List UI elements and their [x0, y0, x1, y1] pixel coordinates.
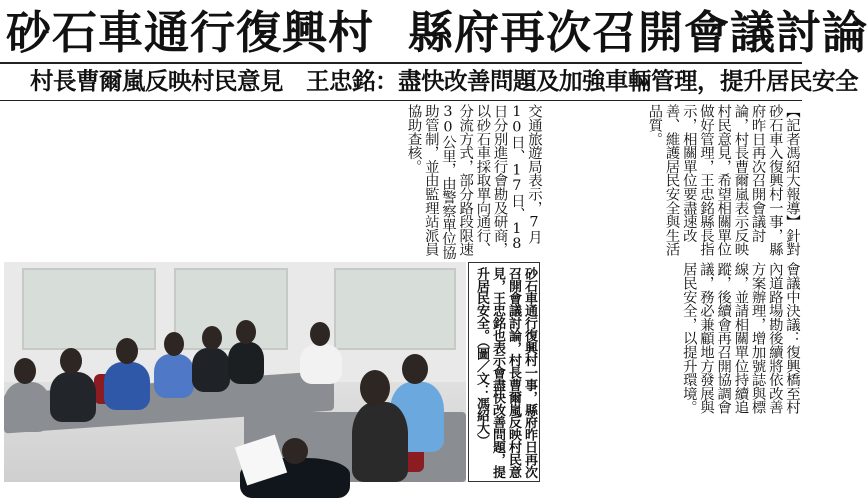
- photo-person: [154, 354, 194, 398]
- caption-text: [471, 267, 537, 479]
- photo-person: [192, 348, 230, 392]
- photo-person: [4, 382, 50, 432]
- photo-person: [300, 344, 342, 384]
- divider-sub: [0, 100, 802, 101]
- photo-caption: [468, 262, 540, 482]
- photo-head: [360, 370, 390, 406]
- photo-head: [164, 332, 184, 356]
- meeting-photo: [4, 262, 466, 482]
- photo-person: [50, 372, 96, 422]
- photo-head: [60, 348, 82, 374]
- photo-head: [282, 438, 308, 464]
- article-column-bottom-right: 會議中決議：復興橋至村內道路場勘後續將依改善方案辦理，增加號誌與標線，並請相關單位持續追蹤，後續會再召開協調會議，務必兼顧地方發展與居民安全，以提升環境。: [680, 262, 800, 414]
- photo-head: [310, 322, 330, 346]
- caption-credit: （圖／文：馮紹大）: [474, 341, 489, 447]
- photo-head: [236, 320, 256, 344]
- article-column-left: 交通旅遊局表示，7月10日、17日、18日分別進行會勘及研商，以砂石車採取單向通行、分流方式，部分路段限速30公里，由警察單位協助管制，並由監理站派員協助查核。: [405, 104, 542, 260]
- photo-window: [22, 268, 156, 350]
- caption-body: 砂石車通行復興村一事，縣府昨日再次召開會議討論，村長曹爾嵐反映村民意見，王忠銘也表示會盡快改善問題，提升居民安全。: [474, 267, 537, 478]
- article-column-right: 【記者馮紹大報導】針對砂石車入復興村一事，縣府昨日再次召開會議討論，村長曹爾嵐表示反映村民意見，希望相關單位做好管理，王忠銘縣長指示，相關單位要盡速改善、維護居民安全與生活品質。: [646, 104, 800, 256]
- photo-head: [116, 338, 138, 364]
- photo-person: [104, 362, 150, 410]
- photo-window: [334, 268, 456, 350]
- headline: [6, 4, 868, 62]
- headline-part2: 縣府再次召開會議討論: [408, 6, 868, 59]
- subhead: 村長曹爾嵐反映村民意見 王忠銘：盡快改善問題及加強車輛管理，提升居民安全: [30, 67, 858, 95]
- photo-person: [352, 402, 408, 482]
- photo-head: [14, 358, 36, 384]
- photo-head: [202, 326, 222, 350]
- photo-window: [174, 268, 288, 350]
- photo-person: [228, 342, 264, 384]
- headline-part1: 砂石車通行復興村: [6, 6, 375, 59]
- photo-head: [402, 354, 428, 384]
